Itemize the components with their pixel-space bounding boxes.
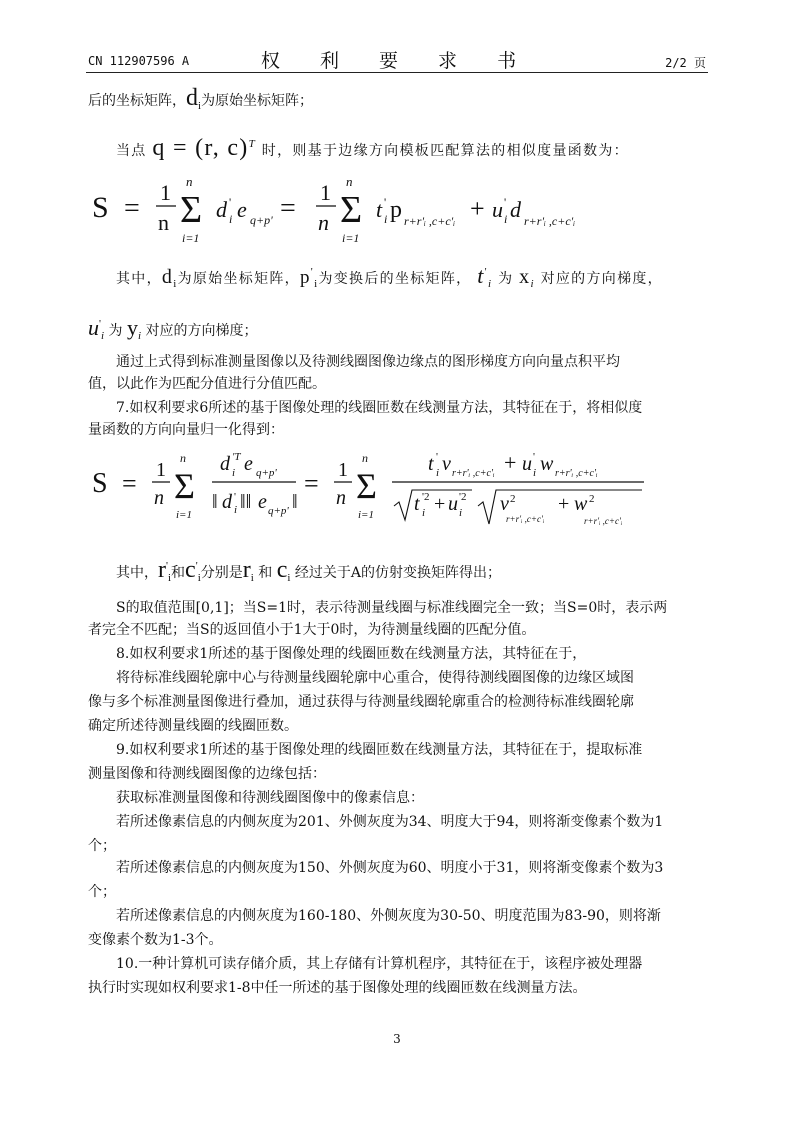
f1-eq1: =: [124, 193, 140, 224]
f2-sub-rc4: r+r'ᵢ ,c+c'ᵢ: [584, 516, 623, 526]
f1-p: p: [390, 197, 402, 223]
math-prime: ': [310, 266, 315, 278]
f2-sup-v2: 2: [510, 493, 516, 505]
f2-sub-i-u: i: [533, 467, 537, 479]
f1-sigma2: Σ: [340, 189, 363, 231]
f2-sub-rc3: r+r'ᵢ ,c+c'ᵢ: [506, 514, 545, 524]
f2-den1: n: [154, 487, 164, 509]
text: 和: [258, 565, 273, 581]
text-line-5: [116, 556, 501, 588]
f1-sub-rc2: r+r'ᵢ ,c+c'ᵢ: [524, 214, 576, 228]
claim-8-line-4: 确定所述待测量线圈的线圈匝数。: [88, 718, 298, 734]
math-sub-i: i: [287, 572, 291, 584]
f2-sup-w2: 2: [589, 493, 595, 505]
claim-8-line-3: 像与多个标准测量图像进行叠加，通过获得与待测量线圈轮廓重合的检测待标准线圈轮廓: [88, 694, 634, 710]
math-x: x: [519, 266, 531, 288]
text-line: 通过上式得到标准测量图像以及待测线圈图像边缘点的图形梯度方向向量点积平均: [116, 354, 620, 370]
f1-sub-i3: i: [384, 212, 388, 226]
math-prime: ': [484, 266, 488, 278]
f2-S: S: [92, 468, 108, 499]
f2-t2: t: [414, 493, 420, 515]
math-c: c: [185, 557, 196, 583]
claim-7-line-2: 量函数的方向向量归一化得到：: [88, 422, 284, 438]
f2-norm-mid: ‖‖: [240, 491, 252, 513]
f1-d2: d: [510, 197, 521, 222]
similarity-formula: [88, 170, 648, 246]
f1-sub-i: i: [229, 212, 233, 226]
text: 分别是: [200, 565, 243, 581]
f2-sub-i1: i=1: [176, 509, 192, 521]
math-sub-i: i: [100, 330, 105, 342]
f2-sub-qp: q+p': [256, 467, 277, 479]
f1-den2: n: [318, 210, 329, 235]
f2-num2: 1: [338, 459, 348, 481]
f2-sigma2: Σ: [356, 466, 377, 506]
f2-e: e: [244, 453, 253, 475]
f2-t: t: [428, 453, 434, 475]
math-r: r: [242, 557, 251, 583]
text: 对应的方向梯度；: [145, 323, 258, 339]
f1-eq2: =: [280, 193, 296, 224]
f1-u: u: [492, 197, 503, 222]
f1-sub-i4: i: [504, 212, 508, 226]
f2-v2: v: [500, 493, 509, 515]
text: 后的坐标矩阵，: [88, 93, 186, 109]
text: 经过关于A的仿射变换矩阵得出；: [294, 565, 502, 581]
math-prime: ': [195, 560, 198, 572]
f1-sup-n1: n: [186, 174, 193, 189]
text: 时，则基于边缘方向模板匹配算法的相似度量函数为：: [261, 143, 629, 159]
f2-sub-i-t: i: [436, 467, 440, 479]
text: 其中，: [116, 565, 158, 581]
claim-7-line-1: 7.如权利要求6所述的基于图像处理的线圈匝数在线测量方法，其特征在于，将相似度: [116, 400, 643, 416]
f2-norm-close: ‖: [292, 491, 298, 513]
text: 对应的方向梯度，: [540, 271, 663, 287]
text-line-2: [116, 134, 629, 161]
claim-9-line-9: 变像素个数为1-3个。: [88, 932, 223, 948]
f2-sub-i2: i=1: [358, 509, 374, 521]
f2-sup-u2: '2: [459, 491, 467, 503]
f2-prime-u: ': [533, 451, 535, 463]
f2-sigma1: Σ: [174, 466, 195, 506]
text: 为变换后的坐标矩阵，: [318, 271, 472, 287]
text-line: S的取值范围[0,1]；当S=1时，表示待测量线圈与标准线圈完全一致；当S=0时，表示两: [116, 600, 668, 616]
page-indicator: 2/2 页: [665, 56, 706, 70]
text: 为: [108, 323, 123, 339]
claim-9-line-6: 若所述像素信息的内侧灰度为150、外侧灰度为60、明度小于31，则将渐变像素个数为3: [116, 860, 664, 876]
claim-10-line-1: 10.一种计算机可读存储介质，其上存储有计算机程序，其特征在于，该程序被处理器: [116, 956, 643, 972]
header-rule: [86, 72, 708, 73]
f2-d-den: d: [222, 491, 232, 513]
f2-den2: n: [336, 487, 346, 509]
f2-sub-rc1: r+r'ᵢ ,c+c'ᵢ: [452, 468, 495, 479]
text-line-3: [116, 262, 663, 294]
f1-prime1: ': [229, 195, 232, 209]
math-prime: ': [166, 560, 168, 572]
math-y: y: [126, 315, 138, 340]
claim-9-line-4: 若所述像素信息的内侧灰度为201、外侧灰度为34、明度大于94，则将渐变像素个数为1: [116, 814, 664, 830]
f1-prime3: ': [504, 195, 507, 209]
text-line-4: [88, 314, 257, 346]
math-sub-i: i: [314, 278, 319, 290]
text: 为: [498, 271, 514, 287]
f2-u2: u: [448, 493, 458, 515]
claim-9-line-1: 9.如权利要求1所述的基于图像处理的线圈匝数在线测量方法，其特征在于，提取标准: [116, 742, 643, 758]
f1-sup-n2: n: [346, 174, 353, 189]
f1-sub-i2: i=1: [342, 231, 360, 245]
f1-plus: +: [470, 194, 485, 223]
math-c: c: [276, 557, 288, 583]
math-q-point: q = (r, c): [152, 135, 249, 161]
f1-num1: 1: [160, 180, 171, 205]
math-u: u: [88, 315, 99, 340]
math-sup-T: T: [248, 138, 256, 150]
claim-9-line-7: 个；: [88, 884, 116, 900]
f2-eq1: =: [122, 469, 137, 498]
f2-sup-t2: '2: [422, 491, 430, 503]
page-number: 3: [393, 1032, 401, 1046]
f2-sup-T: 'T: [232, 451, 241, 463]
f2-sub-rc2: r+r'ᵢ ,c+c'ᵢ: [555, 468, 598, 479]
math-prime: ': [99, 318, 101, 330]
claim-9-line-5: 个；: [88, 838, 116, 854]
text-line: 值，以此作为匹配分值进行分值匹配。: [88, 376, 326, 392]
normalized-similarity-formula: [88, 440, 648, 532]
publication-number: CN 112907596 A: [88, 54, 190, 68]
f2-num1: 1: [156, 459, 166, 481]
f2-u: u: [522, 453, 532, 475]
claim-8-line-1: 8.如权利要求1所述的基于图像处理的线圈匝数在线测量方法，其特征在于，: [116, 646, 587, 662]
f2-plus3: +: [558, 493, 570, 515]
math-sub-i: i: [250, 572, 254, 584]
text: 当点: [116, 143, 147, 159]
document-title: 权 利 要 求 书: [260, 50, 534, 72]
math-d: d: [186, 85, 198, 111]
math-sub-i: i: [173, 278, 178, 290]
claim-8-line-2: 将待标准线圈轮廓中心与待测量线圈轮廓中心重合，使得待测线圈图像的边缘区域图: [116, 670, 634, 686]
f2-v: v: [442, 453, 451, 475]
math-sub-i: i: [197, 572, 201, 584]
f2-sub-i: i: [232, 467, 236, 479]
text-line-1: [88, 85, 314, 116]
math-t: t: [477, 263, 485, 288]
f1-num2: 1: [320, 180, 331, 205]
math-p: p: [299, 267, 311, 288]
f2-e-den: e: [258, 491, 267, 513]
text: 其中，: [116, 271, 162, 287]
f2-sub-i-u2: i: [459, 507, 463, 519]
f2-plus2: +: [434, 493, 446, 515]
f1-e: e: [237, 197, 247, 222]
f1-d: d: [216, 197, 227, 222]
f1-sub-rc1: r+r'ᵢ ,c+c'ᵢ: [404, 214, 456, 228]
math-sub-i: i: [530, 278, 535, 290]
math-r: r: [158, 557, 166, 583]
f1-prime2: ': [384, 195, 387, 209]
text: 为原始坐标矩阵，: [177, 271, 300, 287]
math-sub-i: i: [167, 572, 172, 584]
claim-10-line-2: 执行时实现如权利要求1-8中任一所述的基于图像处理的线圈匝数在线测量方法。: [88, 980, 587, 996]
f2-d: d: [220, 453, 230, 475]
f2-prime-t: ': [436, 451, 438, 463]
f2-sub-i-den: i: [234, 504, 238, 516]
f2-prime-den: ': [234, 491, 236, 503]
text: 为原始坐标矩阵；: [201, 93, 314, 109]
f2-eq2: =: [304, 469, 319, 498]
f1-sub-qp: q+p': [250, 213, 273, 227]
f2-norm-open: ‖: [212, 491, 218, 513]
f2-w: w: [540, 453, 554, 475]
claim-9-line-2: 测量图像和待测线圈图像的边缘包括：: [88, 766, 326, 782]
claim-9-line-3: 获取标准测量图像和待测线圈图像中的像素信息：: [116, 790, 424, 806]
claim-9-line-8: 若所述像素信息的内侧灰度为160-180、外侧灰度为30-50、明度范围为83-90，则将渐: [116, 908, 661, 924]
f2-w2: w: [574, 493, 588, 515]
f2-sub-qp-den: q+p': [268, 505, 289, 517]
f1-t: t: [376, 197, 383, 222]
f2-sup-n1: n: [180, 451, 186, 465]
math-sub-i: i: [198, 100, 202, 112]
text: 和: [171, 565, 186, 581]
f1-sub-i1: i=1: [182, 231, 200, 245]
f2-sub-i-t2: i: [422, 507, 426, 519]
math-sub-i: i: [487, 278, 493, 290]
f2-plus1: +: [504, 450, 517, 475]
f1-den1: n: [158, 210, 169, 235]
math-sub-i: i: [137, 330, 142, 342]
f1-S: S: [92, 191, 109, 224]
f1-sigma1: Σ: [180, 189, 203, 231]
text-line: 者完全不匹配；当S的返回值小于1大于0时，为待测量线圈的匹配分值。: [88, 622, 536, 638]
f2-sup-n2: n: [362, 451, 368, 465]
math-d: d: [161, 266, 174, 288]
